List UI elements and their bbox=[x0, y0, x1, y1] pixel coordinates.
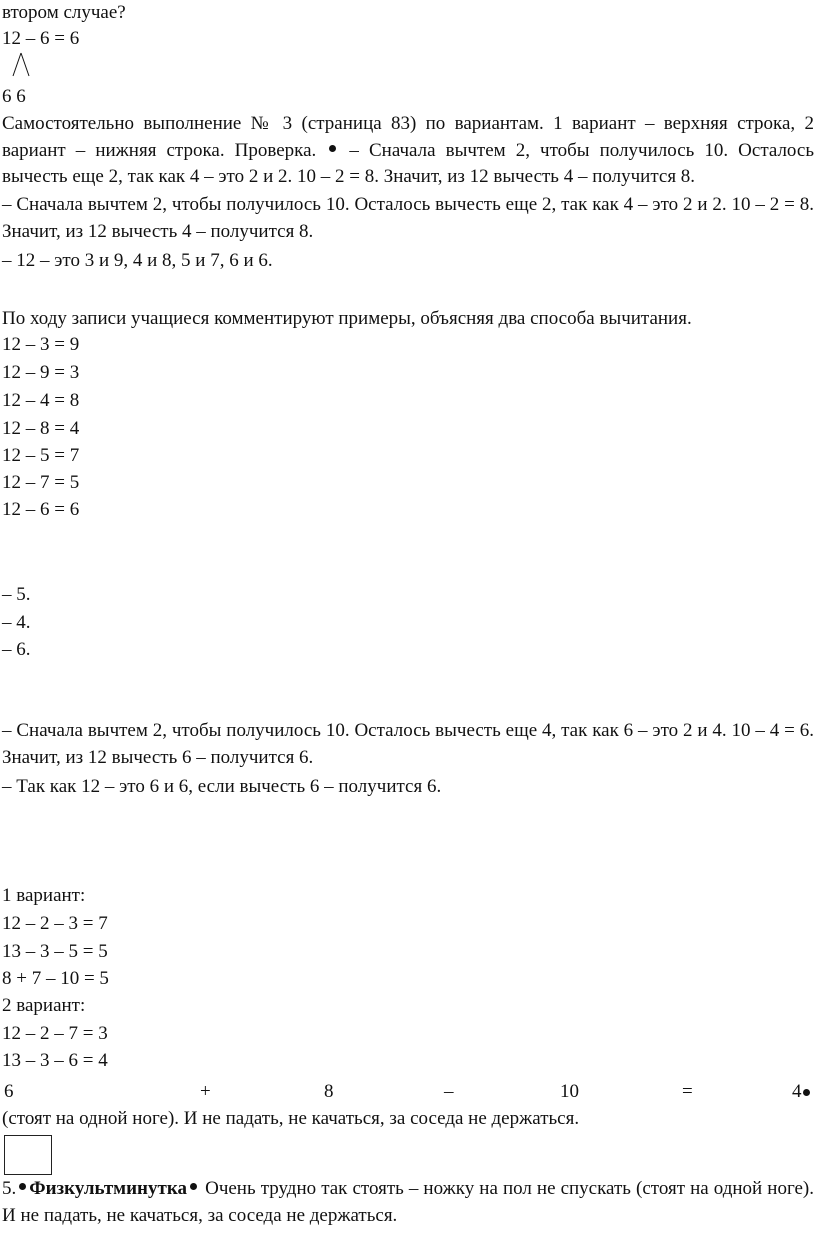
example-line: 12 – 5 = 7 bbox=[2, 445, 80, 466]
paragraph-decomposition: – 12 – это 3 и 9, 4 и 8, 5 и 7, 6 и 6. bbox=[2, 250, 273, 271]
example-line: 12 – 8 = 4 bbox=[2, 418, 80, 439]
answer-line: – 5. bbox=[2, 584, 31, 605]
section-number: 5. bbox=[2, 1178, 17, 1199]
equation-operator: = bbox=[682, 1081, 693, 1102]
variant-2-line: 13 – 3 – 6 = 4 bbox=[2, 1050, 108, 1071]
bullet-icon bbox=[190, 1183, 197, 1190]
paragraph-subtract-six: – Сначала вычтем 2, чтобы получилось 10. Осталось вычесть еще 4, так как 6 – это 2 и 4. 10 – 4 = 6. Значит, из 12 вычесть 6 – получится 6. bbox=[2, 720, 814, 768]
section-text: Очень трудно так стоять – ножку на пол не спускать (стоят на одной ноге). И не падать, не качаться, за соседа не держаться. bbox=[2, 1178, 815, 1226]
variant-1-line: 13 – 3 – 5 = 5 bbox=[2, 941, 108, 962]
spread-equation-row bbox=[2, 1079, 814, 1105]
variant-1-line: 12 – 2 – 3 = 7 bbox=[2, 913, 108, 934]
paragraph-text: – Сначала вычтем 2, чтобы получилось 10. Осталось вычесть еще 2, так как 4 – это 2 и 2. 10 – 2 = 8. Значит, из 12 вычесть 4 – получится 8. bbox=[2, 139, 815, 187]
example-line: 12 – 6 = 6 bbox=[2, 499, 80, 520]
equation-operator: – bbox=[444, 1081, 454, 1102]
example-line: 12 – 3 = 9 bbox=[2, 334, 80, 355]
paragraph-halves: – Так как 12 – это 6 и 6, если вычесть 6 – получится 6. bbox=[2, 776, 442, 797]
paragraph-text: Самостоятельно выполнение № 3 (страница 83) по вариантам. 1 вариант – верхняя строка, 2 вариант – нижняя строка. Проверка. bbox=[2, 113, 814, 161]
variant-2-line: 12 – 2 – 7 = 3 bbox=[2, 1023, 108, 1044]
example-line: 12 – 4 = 8 bbox=[2, 390, 80, 411]
number-split-diagram bbox=[12, 52, 30, 78]
equation-term: 10 bbox=[560, 1081, 579, 1102]
text-line: втором случае? bbox=[2, 2, 126, 23]
equation-term: 6 bbox=[4, 1081, 14, 1102]
paragraph-explanation: – Сначала вычтем 2, чтобы получилось 10. Осталось вычесть еще 2, так как 4 – это 2 и 2. 10 – 2 = 8. Значит, из 12 вычесть 4 – получится 8. bbox=[2, 194, 814, 242]
example-line: 12 – 7 = 5 bbox=[2, 472, 80, 493]
section-5-physical-exercise bbox=[2, 1176, 814, 1229]
equation-term: 8 bbox=[324, 1081, 334, 1102]
answer-line: – 4. bbox=[2, 612, 31, 633]
empty-box bbox=[4, 1135, 52, 1175]
paragraph-stand-on-one-leg: (стоят на одной ноге). И не падать, не качаться, за соседа не держаться. bbox=[2, 1108, 580, 1129]
bullet-icon bbox=[19, 1183, 26, 1190]
answer-line: – 6. bbox=[2, 639, 31, 660]
variant-2-title: 2 вариант: bbox=[2, 995, 86, 1016]
equation-line: 12 – 6 = 6 bbox=[2, 28, 80, 49]
paragraph-comment: По ходу записи учащиеся комментируют примеры, объясняя два способа вычитания. bbox=[2, 308, 692, 329]
bullet-icon bbox=[803, 1089, 810, 1096]
equation-term: 4 bbox=[792, 1081, 802, 1102]
example-line: 12 – 9 = 3 bbox=[2, 362, 80, 383]
equation-operator: + bbox=[200, 1081, 211, 1102]
section-title: Физкультминутка bbox=[29, 1178, 188, 1199]
paragraph-independent-work bbox=[2, 111, 814, 191]
variant-1-line: 8 + 7 – 10 = 5 bbox=[2, 968, 109, 989]
bullet-icon bbox=[329, 145, 336, 152]
variant-1-title: 1 вариант: bbox=[2, 885, 86, 906]
split-result-line: 6 6 bbox=[2, 86, 26, 107]
